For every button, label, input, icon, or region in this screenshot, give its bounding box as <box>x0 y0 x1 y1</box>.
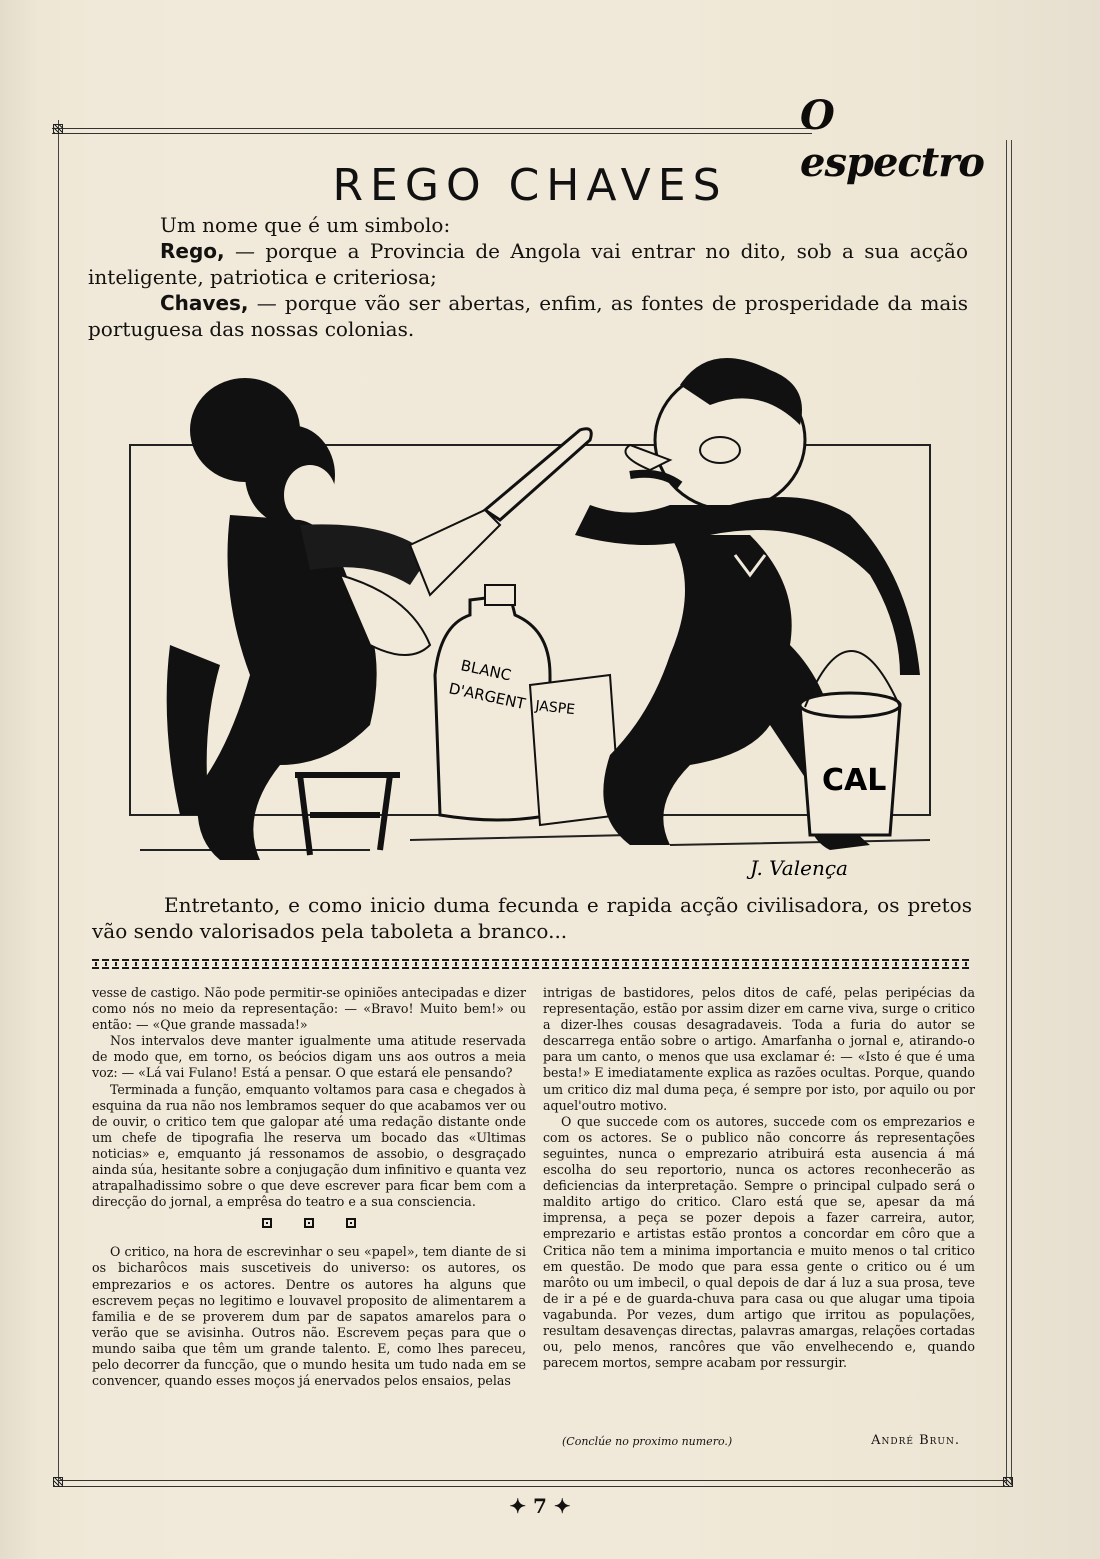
frame-rule <box>58 1480 1008 1481</box>
chaves-text: — porque vão ser abertas, enfim, as fontes de prosperidade da mais portuguesa das nossas colonias. <box>88 291 968 341</box>
masthead-logo: O espectro <box>800 92 984 186</box>
intro-rego <box>88 238 968 290</box>
column-right <box>543 985 975 1371</box>
cartoon-caption <box>92 892 972 944</box>
frame-rule <box>52 133 812 134</box>
frame-rule <box>1006 140 1007 1485</box>
square-ornament-icon <box>346 1218 356 1228</box>
column-left <box>92 985 526 1389</box>
intro-lead: Um nome que é um simbolo: <box>160 213 451 237</box>
floor-line <box>140 835 930 850</box>
square-ornament-icon <box>262 1218 272 1228</box>
section-break-ornaments <box>92 1216 526 1234</box>
artist-signature: J. Valença <box>750 856 848 880</box>
frame-corner-ornament <box>53 1477 63 1487</box>
caricature-illustration <box>110 345 970 890</box>
caption-text: Entretanto, e como inicio duma fecunda e rapida acção civilisadora, os pretos vão sendo valorisados pela taboleta a branco... <box>92 893 972 943</box>
paint-brush <box>410 429 591 595</box>
rego-keyword: Rego, <box>160 239 225 263</box>
continuation-note: (Conclúe no proximo numero.) <box>562 1435 733 1448</box>
section-divider-ornament <box>92 957 972 971</box>
frame-rule <box>58 1486 1008 1487</box>
bottle-label-line1: BLANC <box>459 656 513 685</box>
article-intro <box>88 212 968 342</box>
paragraph: intrigas de bastidores, pelos ditos de café, pelas peripécias da representação, estão por assim dizer em carne viva, surge o critico a dizer-lhes cousas desagradaveis. Toda a furia do autor se descarrega então sobre o artigo. Amarfanha o jornal e, atirando-o para um canto, o menos que usa exclamar é: — «Isto é que é uma besta!» E imediatamente explica as razões ocultas. Porque, quando um critico diz mal duma peça, é sempre por isto, por aquilo ou por aquel'outro motivo. <box>543 985 975 1113</box>
frame-rule <box>58 120 59 1485</box>
rego-text: — porque a Provincia de Angola vai entrar no dito, sob a sua acção inteligente, patriotica e criteriosa; <box>88 239 968 289</box>
paragraph: O que succede com os autores, succede com os emprezarios e com os actores. Se o publico não concorre ás representações seguintes, nunca o emprezario atribuirá esta ausencia á má escolha do seu reportorio, nunca os actores reconhecerão as deficiencias da interpretação. Sempre o principal culpado será o maldito artigo do critico. Claro está que se, apesar da má imprensa, a peça se pozer depois a fazer carreira, autor, emprezario e artistas estão prontos a concordar em côro que a Critica não tem a minima importancia e muito menos o tal critico em questão. De modo que para essa gente o critico ou é um marôto ou um imbecil, o qual depois de dar á luz a sua prosa, teve de ir a pé e de guarda-chuva para casa ou que alugar uma tipoia vagabunda. Por vezes, dum artigo que irritou as populações, resultam desavenças directas, palavras amargas, relações cortadas ou, pelo menos, rancôres que vão envelhecendo e, quando parecem mortos, sempre acabam por ressurgir. <box>543 1113 975 1371</box>
frame-corner-ornament <box>1003 1477 1013 1487</box>
article-signoff <box>560 1431 960 1451</box>
frame-rule <box>1011 140 1012 1485</box>
paragraph: O critico, na hora de escrevinhar o seu «papel», tem diante de si os bicharôcos mais suscetiveis do universo: os autores, os emprezarios e os actores. Dentre os autores ha alguns que escrevem peças no legitimo e louvavel proposito de alimentarem a familia e de se proverem dum par de sapatos amarelos para o verão que se avisinha. Outros não. Escrevem peças para que o mundo saiba que têm um grande talento. E, como lhes pareceu, pelo decorrer da funcção, que o mundo hesita um tudo nada em se convencer, quando esses moços já enervados pelos ensaios, pelas <box>92 1244 526 1389</box>
intro-chaves <box>88 290 968 342</box>
frame-rule <box>52 128 812 129</box>
square-ornament-icon <box>304 1218 314 1228</box>
paragraph: Nos intervalos deve manter igualmente uma atitude reservada de modo que, em torno, os beócios digam uns aos outros a meia voz: — «Lá vai Fulano! Está a pensar. O que estará ele pensando? <box>92 1033 526 1081</box>
bottle-label-line2: D'ARGENT <box>447 679 528 714</box>
frame-corner-ornament <box>53 124 63 134</box>
chaves-keyword: Chaves, <box>160 291 249 315</box>
article-title: REGO CHAVES <box>332 160 728 211</box>
author-name: André Brun. <box>871 1433 960 1448</box>
box-label: JASPE <box>534 698 576 719</box>
paragraph: vesse de castigo. Não pode permitir-se opiniões antecipadas e dizer como nós no meio da representação: — «Bravo! Muito bem!» ou então: — «Que grande massada!» <box>92 985 526 1033</box>
stool <box>295 775 400 855</box>
bucket-label: CAL <box>822 763 887 798</box>
paragraph: Terminada a função, emquanto voltamos para casa e chegados à esquina da rua não nos lembramos sequer do que acabamos ver ou de ouvir, o critico tem que galopar até uma redação distante onde um chefe de tipografia lhe reserva um bocado das «Ultimas noticias» e, emquanto já ressonamos de assobio, o desgraçado ainda súa, hesitante sobre a conjugação dum infinitivo e quanta vez atrapalhadissimo sobre o que deve escrever para ficar bem com a direcção do jornal, a emprêsa do teatro e a sua consciencia. <box>92 1081 526 1210</box>
page-number: ✦ 7 ✦ <box>509 1494 571 1518</box>
